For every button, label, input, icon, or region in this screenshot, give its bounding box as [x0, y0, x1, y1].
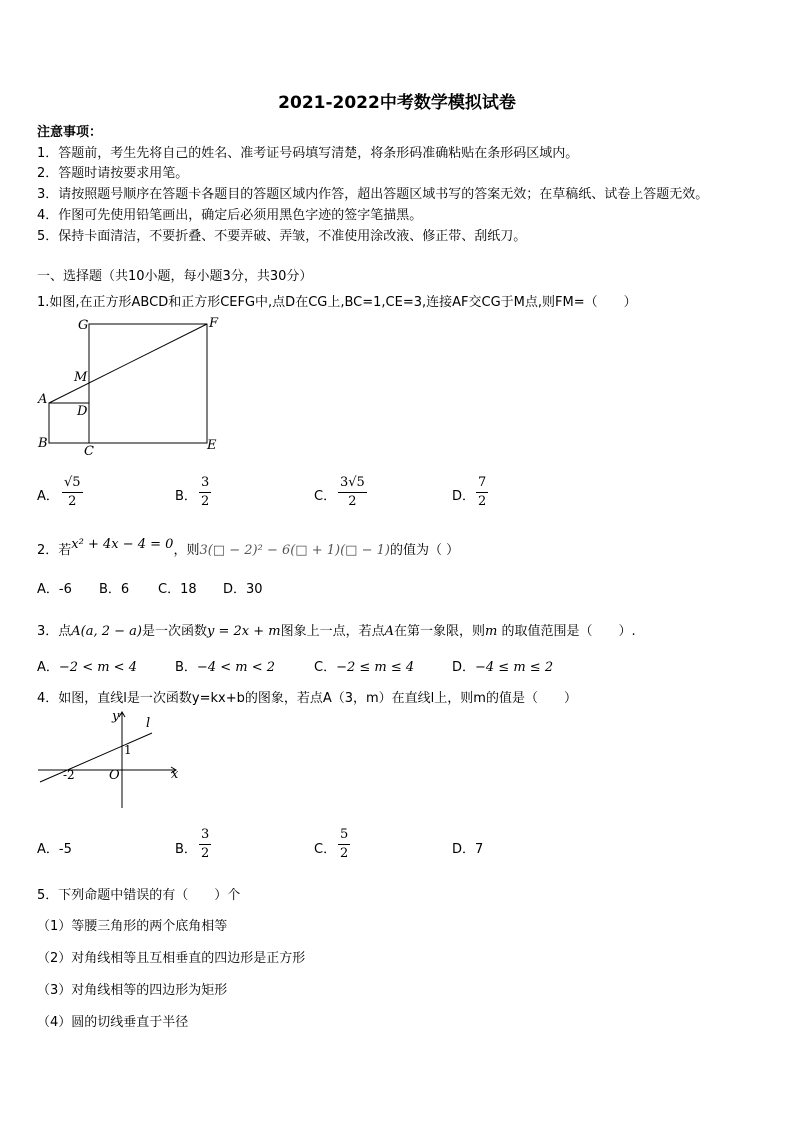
denominator: 2: [478, 494, 487, 509]
label-f: F: [209, 316, 219, 331]
q2-option-a: A．-6: [37, 582, 72, 597]
denominator: 2: [340, 846, 349, 861]
section-heading: 一、选择题（共10小题，每小题3分，共30分）: [37, 269, 313, 284]
question-1-stem: 1.如图,在正方形ABCD和正方形CEFG中,点D在CG上,BC=1,CE=3,连接AF交CG于M点,则FM=（ ）: [37, 295, 637, 310]
denominator: 2: [348, 494, 357, 509]
q1-option-c-fraction: [338, 474, 367, 511]
q1-option-b-fraction: [199, 474, 211, 511]
label-c: C: [84, 444, 94, 459]
q4-option-c-letter: C．: [314, 842, 337, 857]
label-one: 1: [124, 743, 132, 757]
q5-statement: （1）等腰三角形的两个底角相等: [37, 919, 228, 934]
q4-option-c-fraction: [338, 826, 350, 863]
square-cefg: [89, 324, 207, 443]
label-a: A: [38, 392, 48, 407]
q3-text1: 是一次函数: [142, 624, 208, 639]
label-l: l: [146, 716, 151, 731]
q4-option-b-letter: B．: [175, 842, 197, 857]
q2-middle: ，则: [173, 543, 200, 558]
q3-point: A(a, 2 − a): [71, 624, 143, 639]
question-3: [37, 620, 636, 639]
notice-item: 5．保持卡面清洁，不要折叠、不要弄破、弄皱，不准使用涂改液、修正带、刮纸刀。: [37, 229, 527, 244]
q4-option-d: D．7: [452, 842, 484, 857]
q3-text2: 图象上一点，若点: [280, 624, 385, 639]
label-d: D: [77, 404, 88, 419]
q2-option-d: D．30: [223, 582, 263, 597]
numerator: 3√5: [338, 474, 367, 493]
label-neg2: -2: [63, 768, 75, 782]
label-o: O: [109, 768, 120, 783]
question-4-stem: 4．如图，直线l是一次函数y=kx+b的图象，若点A（3，m）在直线l上，则m的值是（ ）: [37, 691, 577, 706]
q2-prefix: 2．若: [37, 543, 72, 558]
notice-heading: 注意事项：: [37, 125, 103, 140]
q3-text4: 的取值范围是（ ）.: [497, 624, 636, 639]
label-y: y: [112, 709, 120, 724]
denominator: 2: [201, 846, 210, 861]
label-b: B: [38, 436, 48, 451]
line-l: [40, 733, 152, 782]
q3-option-a: A．−2 < m < 4: [37, 660, 137, 675]
notice-item: 2．答题时请按要求用笔。: [37, 166, 189, 181]
q5-statement: （4）圆的切线垂直于半径: [37, 1015, 189, 1030]
q1-option-d-letter: D．: [452, 489, 476, 504]
q1-option-c-letter: C．: [314, 489, 337, 504]
q4-figure: [36, 708, 186, 812]
question-5-stem: 5．下列命题中错误的有（ ）个: [37, 888, 241, 903]
q1-figure: [30, 312, 230, 462]
q2-suffix: 的值为（ ）: [389, 543, 460, 558]
q4-option-b-fraction: [199, 826, 211, 863]
notice-item: 1．答题前，考生先将自己的姓名、准考证号码填写清楚，将条形码准确粘贴在条形码区域内。: [37, 146, 579, 161]
label-x: x: [171, 767, 179, 782]
numerator: 3: [199, 826, 211, 845]
q3-var-m: m: [485, 624, 498, 639]
q5-statement: （2）对角线相等且互相垂直的四边形是正方形: [37, 951, 306, 966]
q3-option-c: C．−2 ≤ m ≤ 4: [314, 660, 415, 675]
q3-option-d: D．−4 ≤ m ≤ 2: [452, 660, 554, 675]
q1-option-a-letter: A．: [37, 489, 59, 504]
q3-option-b: B．−4 < m < 2: [175, 660, 275, 675]
denominator: 2: [201, 494, 210, 509]
notice-item: 3．请按照题号顺序在答题卡各题目的答题区域内作答，超出答题区域书写的答案无效；在草稿纸、试卷上答题无效。: [37, 187, 709, 202]
q1-option-a-fraction: [62, 474, 83, 511]
numerator: √5: [62, 474, 83, 493]
label-g: G: [78, 318, 89, 333]
numerator: 5: [338, 826, 350, 845]
q3-point-a: A: [384, 624, 395, 639]
denominator: 2: [68, 494, 77, 509]
q3-text3: 在第一象限，则: [394, 624, 486, 639]
q2-option-c: C．18: [158, 582, 197, 597]
page-title: 2021-2022中考数学模拟试卷: [278, 93, 516, 113]
q4-option-a: A．-5: [37, 842, 72, 857]
q2-option-b: B．6: [99, 582, 130, 597]
label-e: E: [207, 438, 217, 453]
q1-option-b-letter: B．: [175, 489, 197, 504]
q2-expression: 3(□ − 2)² − 6(□ + 1)(□ − 1): [199, 543, 390, 558]
q3-prefix: 3．点: [37, 624, 72, 639]
numerator: 3: [199, 474, 211, 493]
label-m: M: [74, 370, 88, 385]
notice-item: 4．作图可先使用铅笔画出，确定后必须用黑色字迹的签字笔描黑。: [37, 208, 423, 223]
q1-option-d-fraction: [476, 474, 488, 511]
numerator: 7: [476, 474, 488, 493]
q2-equation: x² + 4x − 4 = 0: [71, 537, 174, 552]
question-2: [37, 539, 459, 558]
q5-statement: （3）对角线相等的四边形为矩形: [37, 983, 228, 998]
q3-function: y = 2x + m: [207, 624, 281, 639]
line-af: [49, 324, 207, 403]
